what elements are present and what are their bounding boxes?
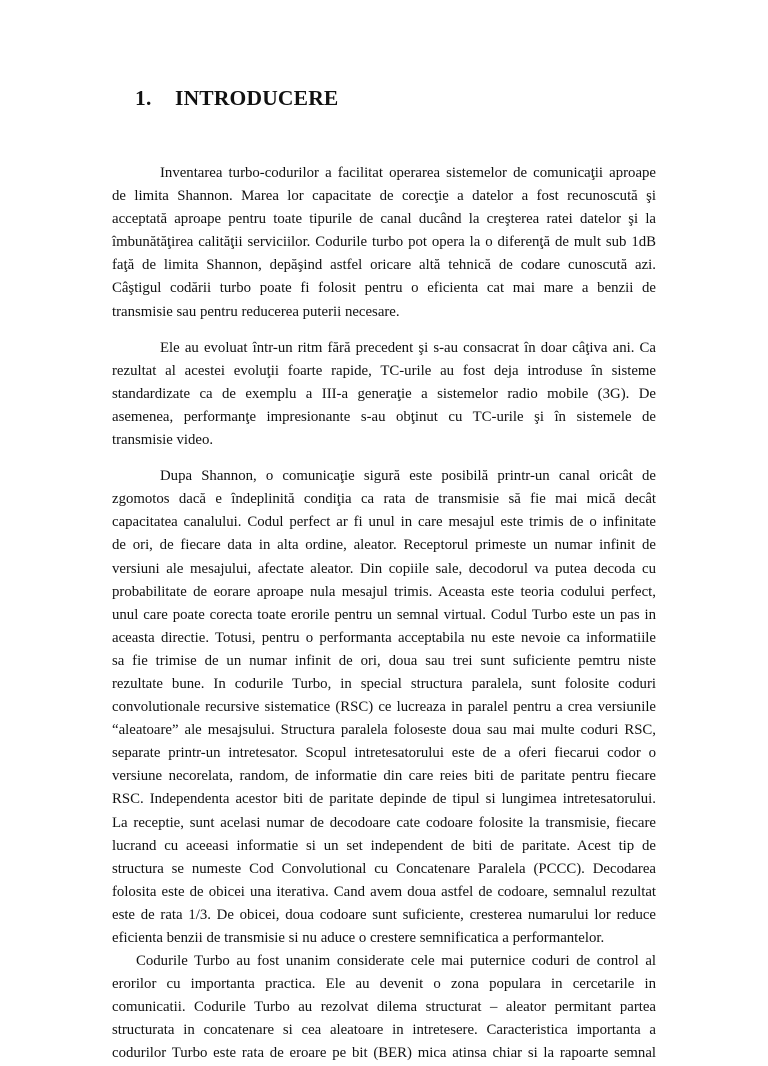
text-line: transmisie video. bbox=[112, 432, 214, 449]
paragraph-2 bbox=[112, 337, 656, 452]
paragraph-3 bbox=[112, 465, 656, 950]
text-line: Dupa Shannon, o comunicaţie sigură este posibilă printr-un canal oricât de bbox=[160, 468, 656, 485]
text-line: RSC. Independenta acestor biti de paritate depinde de tipul si lungimea intretesatorului. bbox=[112, 791, 656, 808]
text-line: unul care poate corecta toate erorile pentru un semnal virtual. Codul Turbo este un pas in bbox=[112, 606, 656, 623]
text-line: lucrand cu aceeasi informatie si un set independent de biti de paritate. Acest tip de bbox=[112, 837, 656, 854]
text-line: asemenea, performanţe impresionante s-au obţinut cu TC-urile şi în sistemele de bbox=[112, 408, 656, 425]
text-line: comunicatii. Codurile Turbo au rezolvat dilema structurat – aleator permitant partea bbox=[112, 999, 656, 1016]
text-line: Inventarea turbo-codurilor a facilitat operarea sistemelor de comunicaţii aproape bbox=[160, 165, 656, 181]
text-line: acceptată aproape pentru toate tipurile de canal ducând la creşterea ratei datelor şi la bbox=[112, 211, 656, 228]
text-line: standardizate ca de exemplu a III-a generaţie a sistemelor radio mobile (3G). De bbox=[112, 385, 656, 402]
text-line: folosita este de obicei una iterativa. Cand avem doua astfel de codoare, semnalul rezultat bbox=[112, 883, 656, 900]
text-line: faţă de limita Shannon, depăşind astfel oricare altă tehnică de codare cunoscută azi. bbox=[112, 257, 656, 274]
text-line: zgomotos dacă e îndeplinită condiţia ca rata de transmisie să fie mai mică decât bbox=[112, 491, 656, 508]
text-line: La receptie, sunt acelasi numar de decodoare cate codoare folosite la transmisie, fiecare bbox=[112, 814, 656, 831]
text-line: de limita Shannon. Marea lor capacitate de corecţie a datelor a fost recunoscută şi bbox=[112, 188, 656, 205]
section-number: 1. bbox=[135, 86, 152, 110]
paragraph-1 bbox=[112, 162, 656, 324]
text-line: convolutionale recursive sistematice (RSC) ce lucreaza in paralel pentru a crea versiunile bbox=[112, 699, 656, 716]
text-line: rezultat al acestei evoluţii foarte rapide, TC-urile au fost deja introduse în sisteme bbox=[112, 362, 656, 379]
text-line: aceasta directie. Totusi, pentru o performanta acceptabila nu este nevoie ca informatiile bbox=[112, 629, 656, 646]
text-line: Ele au evoluat într-un ritm fără precedent şi s-au consacrat în doar câţiva ani. Ca bbox=[160, 339, 656, 356]
text-line: probabilitate de eorare aproape nula mesajul trimis. Aceasta este teoria codului perfect, bbox=[112, 583, 656, 600]
text-line: rezultate bune. In codurile Turbo, in special structura paralela, sunt folosite coduri bbox=[112, 675, 656, 692]
text-line: versiuni ale mesajului, afectate aleator. Din copiile sale, decodorul va putea decoda cu bbox=[112, 560, 656, 577]
text-line: capacitatea canalului. Codul perfect ar fi unul in care mesajul este trimis de o infinitate bbox=[112, 514, 656, 531]
text-line: structura se numeste Cod Convolutional cu Concatenare Paralela (PCCC). Decodarea bbox=[112, 860, 656, 877]
section-title: INTRODUCERE bbox=[175, 86, 339, 110]
section-heading bbox=[135, 86, 338, 111]
text-line: structurata in concatenare si cea aleatoare in intretesere. Caracteristica importanta a bbox=[112, 1022, 656, 1039]
text-line: separate printr-un intretesator. Scopul intretesatorului este de a oferi fiecarui codor o bbox=[112, 745, 656, 762]
text-line: versiune necorelata, random, de informatie din care reies biti de paritate pentru fiecare bbox=[112, 768, 656, 785]
text-line: este de rata 1/3. De obicei, doua codoare sunt suficiente, cresterea numarului lor reduce bbox=[112, 906, 656, 923]
text-line: Codurile Turbo au fost unanim considerate cele mai puternice coduri de control al bbox=[136, 953, 656, 970]
text-line: “aleatoare” ale mesajsului. Structura paralela foloseste doua sau mai multe coduri RSC, bbox=[112, 722, 656, 739]
text-line: codurilor Turbo este rata de eroare pe bit (BER) mica atinsa chiar si la rapoarte semnal bbox=[112, 1045, 656, 1062]
paragraph-4 bbox=[112, 950, 656, 1065]
text-line: erorilor cu importanta practica. Ele au devenit o zona populara in cercetarile in bbox=[112, 976, 656, 993]
text-line: Câştigul codării turbo poate fi folosit pentru o eficienta cat mai mare a benzii de bbox=[112, 280, 656, 297]
text-line: de ori, de fiecare data in alta ordine, aleator. Receptorul primeste un numar infinit de bbox=[112, 537, 656, 554]
text-line: sa fie trimise de un numar infinit de ori, doua sau trei sunt suficiente pemtru niste bbox=[112, 652, 656, 669]
text-line: transmisie sau pentru reducerea puterii necesare. bbox=[112, 303, 400, 320]
document-body bbox=[112, 162, 656, 1066]
text-line: îmbunătăţirea calităţii serviciilor. Codurile turbo pot opera la o diferenţă de mult sub 1dB bbox=[112, 234, 656, 251]
text-line: eficienta benzii de transmisie si nu aduce o crestere semnificatica a performantelor. bbox=[112, 930, 605, 946]
